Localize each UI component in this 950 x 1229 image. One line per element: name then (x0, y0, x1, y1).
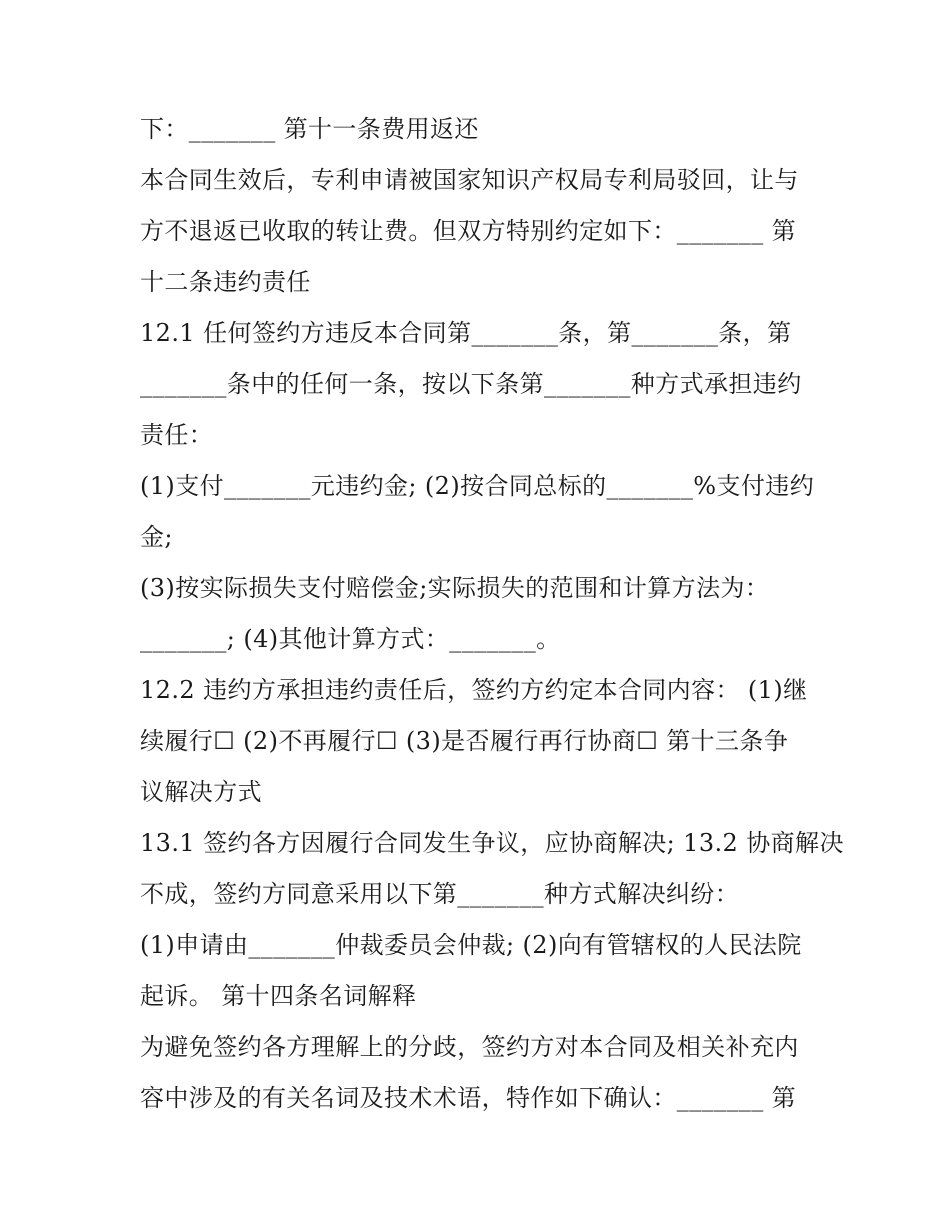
text-line: 为避免签约各方理解上的分歧，签约方对本合同及相关补充内 (140, 1033, 799, 1061)
text-line: (1)支付_______元违约金; (2)按合同总标的_______%支付违约 (140, 472, 815, 500)
text-line: _______条中的任何一条，按以下条第_______种方式承担违约 (140, 370, 802, 398)
text-line: 十二条违约责任 (140, 268, 311, 296)
text-line: 方不退返已收取的转让费。但双方特别约定如下：_______ 第 (140, 217, 797, 245)
text-line: 续履行☐ (2)不再履行☐ (3)是否履行再行协商☐ 第十三条争 (140, 727, 789, 755)
text-line: 12.2 违约方承担违约责任后，签约方约定本合同内容： (1)继 (140, 676, 808, 704)
text-line: 责任： (140, 421, 214, 449)
text-line: (1)申请由_______仲裁委员会仲裁; (2)向有管辖权的人民法院 (140, 931, 802, 959)
text-line: 容中涉及的有关名词及技术术语，特作如下确认：_______ 第 (140, 1084, 797, 1112)
text-line: 议解决方式 (140, 778, 262, 806)
text-line: 起诉。 第十四条名词解释 (140, 982, 417, 1010)
text-line: 下：_______ 第十一条费用返还 (140, 115, 479, 143)
text-line: 13.1 签约各方因履行合同发生争议，应协商解决; 13.2 协商解决 (140, 829, 844, 857)
text-line: 本合同生效后，专利申请被国家知识产权局专利局驳回，让与 (140, 166, 799, 194)
document-body (140, 104, 844, 1124)
text-line: 12.1 任何签约方违反本合同第_______条，第_______条，第 (140, 319, 792, 347)
text-line: 不成，签约方同意采用以下第_______种方式解决纠纷： (140, 880, 740, 908)
text-line: 金; (140, 523, 173, 551)
text-line: _______; (4)其他计算方式：_______。 (140, 625, 561, 653)
text-line: (3)按实际损失支付赔偿金;实际损失的范围和计算方法为： (140, 574, 770, 602)
